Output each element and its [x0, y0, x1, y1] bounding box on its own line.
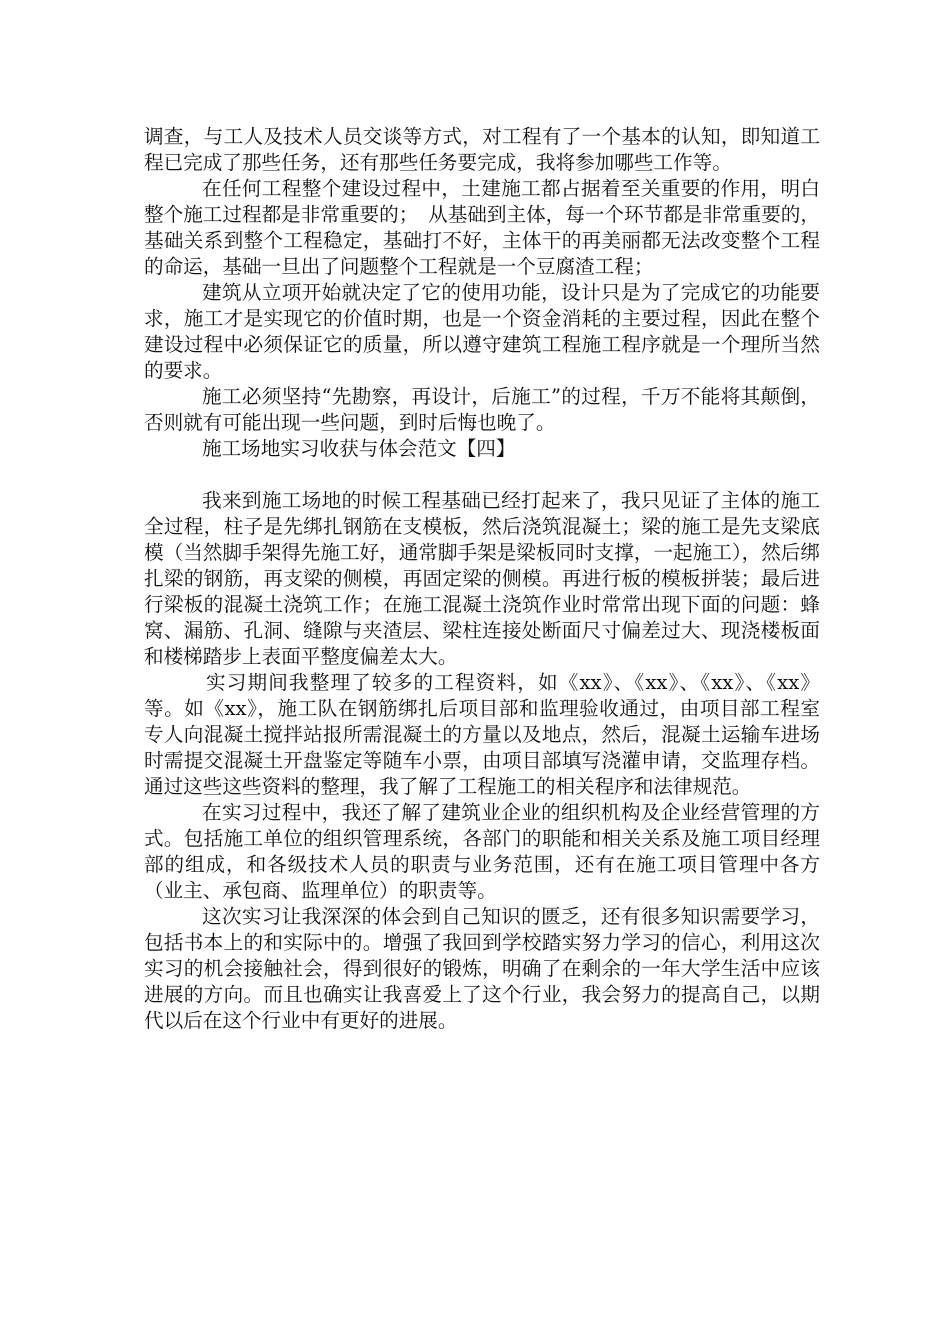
paragraph-civil-construction-importance: 在任何工程整个建设过程中，土建施工都占据着至关重要的作用，明白整个施工过程都是非常重要的； 从基础到主体，每一个环节都是非常重要的，基础关系到整个工程稳定，基础打不好，主体干的再美丽都无法改变整个工程的命运，基础一旦出了问题整个工程就是一个豆腐渣工程； [144, 177, 820, 278]
paragraph-organization-management: 在实习过程中，我还了解了建筑业企业的组织机构及企业经营管理的方式。包括施工单位的组织管理系统，各部门的职能和相关关系及施工项目经理部的组成，和各级技术人员的职责与业务范围，还有在施工项目管理中各方（业主、承包商、监理单位）的职责等。 [144, 801, 820, 902]
section-title: 施工场地实习收获与体会范文【四】 [202, 437, 516, 460]
blank-line [144, 462, 820, 488]
paragraph-continued-survey: 调查，与工人及技术人员交谈等方式，对工程有了一个基本的认知，即知道工程已完成了那些任务，还有那些任务要完成，我将参加哪些工作等。 [144, 125, 820, 174]
paragraph-construction-order: 施工必须坚持“先勘察，再设计，后施工”的过程，千万不能将其颠倒，否则就有可能出现一些问题，到时后悔也晚了。 [144, 385, 820, 434]
paragraph-internship-reflection: 这次实习让我深深的体会到自己知识的匮乏，还有很多知识需要学习，包括书本上的和实际中的。增强了我回到学校踏实努力学习的信心，利用这次实习的机会接触社会，得到很好的锻炼，明确了在剩余的一年大学生活中应该进展的方向。而且也确实让我喜爱上了这个行业，我会努力的提高自己，以期代以后在这个行业中有更好的进展。 [144, 905, 820, 1032]
document-body [144, 124, 820, 1034]
paragraph-engineering-documents: 实习期间我整理了较多的工程资料，如《xx》、《xx》、《xx》、《xx》等。如《xx》，施工队在钢筋绑扎后项目部和监理验收通过，由项目部工程室专人向混凝土搅拌站报所需混凝土的方量以及地点，然后，混凝土运输车进场时需提交混凝土开盘鉴定等随车小票，由项目部填写浇灌申请，交监理存档。通过这些这些资料的整理，我了解了工程施工的相关程序和法律规范。 [144, 671, 820, 798]
paragraph-site-observation: 我来到施工场地的时候工程基础已经打起来了，我只见证了主体的施工全过程，柱子是先绑扎钢筋在支模板，然后浇筑混凝土；梁的施工是先支梁底模（当然脚手架得先施工好，通常脚手架是梁板同时支撑，一起施工），然后绑扎梁的钢筋，再支梁的侧模，再固定梁的侧模。再进行板的模板拼装；最后进行梁板的混凝土浇筑工作；在施工混凝土浇筑作业时常常出现下面的问题：蜂窝、漏筋、孔洞、缝隙与夹渣层、梁柱连接处断面尺寸偏差过大、现浇楼板面和楼梯踏步上表面平整度偏差太大。 [144, 489, 820, 668]
paragraph-construction-quality: 建筑从立项开始就决定了它的使用功能，设计只是为了完成它的功能要求，施工才是实现它的价值时期，也是一个资金消耗的主要过程，因此在整个建设过程中必须保证它的质量，所以遵守建筑工程施工程序就是一个理所当然的要求。 [144, 281, 820, 382]
